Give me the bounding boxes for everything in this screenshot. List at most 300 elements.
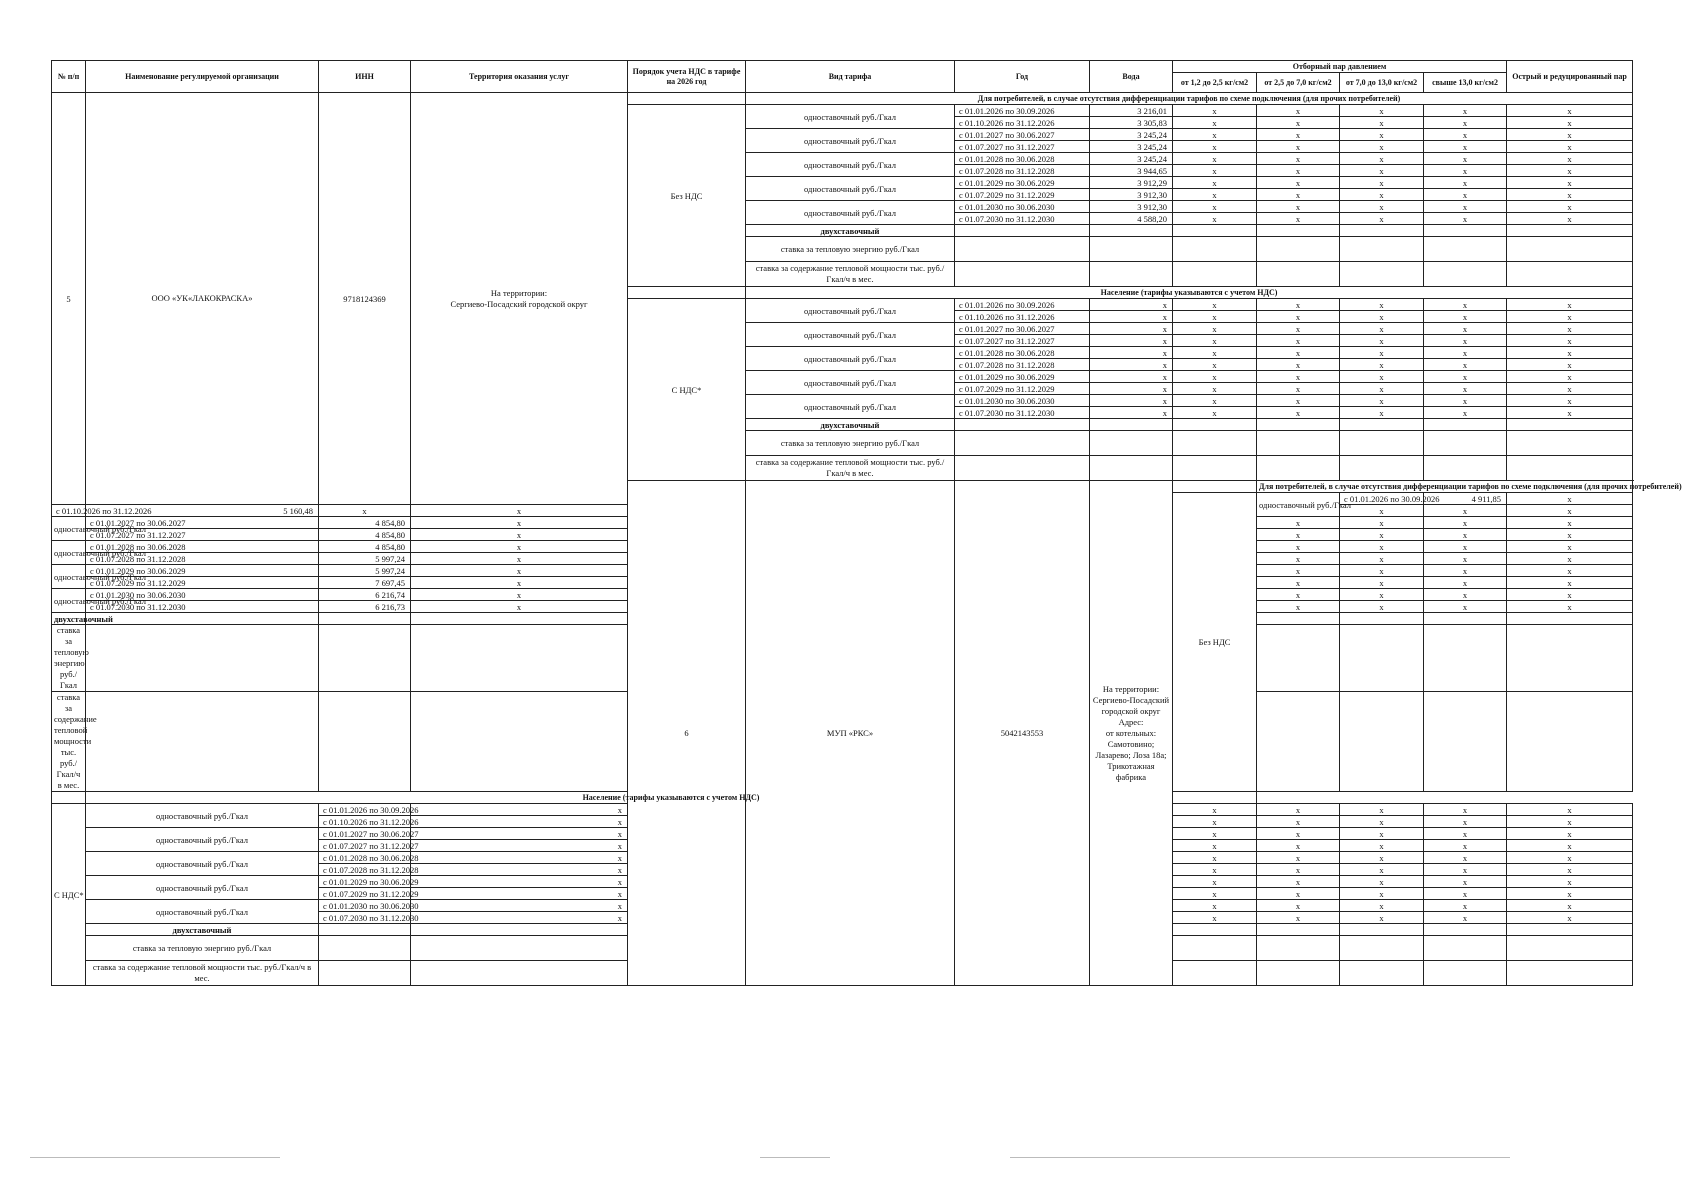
steam-value: х (1257, 517, 1340, 529)
steam-value: х (1173, 371, 1257, 383)
period-cell: с 01.01.2028 по 30.06.2028 (319, 852, 411, 864)
empty-cell (1424, 692, 1507, 792)
steam-value: х (1424, 129, 1507, 141)
tariff-type-one-part: одноставочный руб./Гкал (746, 153, 955, 177)
period-cell: с 01.01.2028 по 30.06.2028 (86, 541, 319, 553)
tariff-type-one-part: одноставочный руб./Гкал (746, 201, 955, 225)
steam-value: х (1173, 852, 1257, 864)
tariff-type-one-part: одноставочный руб./Гкал (746, 299, 955, 323)
steam-value: х (1257, 323, 1340, 335)
org-number: 6 (628, 481, 746, 986)
steam-value: х (1507, 129, 1633, 141)
steam-value: х (1340, 359, 1424, 371)
period-cell: с 01.07.2030 по 31.12.2030 (955, 213, 1090, 225)
steam-value: х (1340, 601, 1424, 613)
period-cell: с 01.01.2029 по 30.06.2029 (955, 177, 1090, 189)
empty-cell (1507, 419, 1633, 431)
steam-value: х (411, 565, 628, 577)
water-value: х (411, 876, 628, 888)
steam-value: х (1257, 840, 1340, 852)
steam-value: х (1507, 589, 1633, 601)
steam-value: х (1507, 816, 1633, 828)
water-value: х (411, 912, 628, 924)
steam-value: х (1507, 141, 1633, 153)
steam-value: х (1257, 601, 1340, 613)
steam-value: х (1507, 577, 1633, 589)
tariff-type-two-part: двухставочный (746, 225, 955, 237)
empty-cell (1257, 262, 1340, 287)
empty-cell (1507, 613, 1633, 625)
steam-value: х (1507, 347, 1633, 359)
org-inn: 9718124369 (319, 93, 411, 505)
steam-value: х (1257, 828, 1340, 840)
water-value: х (1090, 347, 1173, 359)
steam-value: х (411, 505, 628, 517)
steam-value: х (1424, 577, 1507, 589)
empty-cell (1507, 237, 1633, 262)
empty-cell (1507, 692, 1633, 792)
steam-value: х (1173, 165, 1257, 177)
water-value: х (411, 852, 628, 864)
vat-order-cell: Без НДС (1173, 493, 1257, 792)
steam-value: х (1173, 900, 1257, 912)
empty-cell (1424, 431, 1507, 456)
water-value: 5 997,24 (319, 553, 411, 565)
empty-cell (1257, 419, 1340, 431)
steam-value: х (1257, 589, 1340, 601)
empty-cell (319, 936, 411, 961)
header-steam-col: от 1,2 до 2,5 кг/см2 (1173, 73, 1257, 93)
steam-value: х (1507, 177, 1633, 189)
steam-value: х (411, 529, 628, 541)
steam-value: х (1424, 529, 1507, 541)
steam-value: х (1257, 165, 1340, 177)
period-cell: с 01.01.2029 по 30.06.2029 (86, 565, 319, 577)
steam-value: х (1424, 105, 1507, 117)
steam-value: х (1340, 347, 1424, 359)
steam-value: х (1173, 201, 1257, 213)
water-value: х (411, 864, 628, 876)
tariff-type-one-part: одноставочный руб./Гкал (746, 177, 955, 201)
steam-value: х (1424, 876, 1507, 888)
steam-value: х (1424, 153, 1507, 165)
steam-value: х (1257, 141, 1340, 153)
capacity-rate-label: ставка за содержание тепловой мощности тыс. руб./Гкал/ч в мес. (746, 262, 955, 287)
steam-value: х (1340, 517, 1424, 529)
empty-cell (86, 625, 319, 692)
steam-value: х (1340, 840, 1424, 852)
water-value: 3 912,30 (1090, 189, 1173, 201)
steam-value: х (1507, 189, 1633, 201)
empty-cell (1424, 262, 1507, 287)
steam-value: х (1257, 347, 1340, 359)
steam-value: х (1424, 371, 1507, 383)
period-cell: с 01.01.2026 по 30.09.2026 (1340, 493, 1424, 505)
empty-cell (1257, 936, 1340, 961)
water-value: 4 854,80 (319, 517, 411, 529)
water-value: 7 697,45 (319, 577, 411, 589)
scan-artifact-line (1010, 1157, 1510, 1158)
steam-value: х (1257, 541, 1340, 553)
tariff-type-two-part: двухставочный (86, 924, 319, 936)
header-territory: Территория оказания услуг (411, 61, 628, 93)
water-value: х (1090, 383, 1173, 395)
steam-value: х (1507, 553, 1633, 565)
empty-cell (1507, 262, 1633, 287)
steam-value: х (1173, 153, 1257, 165)
steam-value: х (1507, 213, 1633, 225)
empty-cell (1507, 456, 1633, 481)
steam-value: х (1507, 117, 1633, 129)
empty-cell (1340, 936, 1424, 961)
steam-value: х (1340, 553, 1424, 565)
steam-value: х (1507, 395, 1633, 407)
steam-value: х (1257, 395, 1340, 407)
steam-value: х (1424, 177, 1507, 189)
steam-value: х (1257, 553, 1340, 565)
period-cell: с 01.01.2026 по 30.09.2026 (955, 299, 1090, 311)
empty-cell (1257, 961, 1340, 986)
empty-cell (955, 225, 1090, 237)
water-value: х (1090, 335, 1173, 347)
empty-cell (1424, 237, 1507, 262)
steam-value: х (1340, 876, 1424, 888)
steam-value: х (1257, 105, 1340, 117)
period-cell: с 01.07.2028 по 31.12.2028 (319, 864, 411, 876)
steam-value: х (1424, 347, 1507, 359)
period-cell: с 01.07.2028 по 31.12.2028 (86, 553, 319, 565)
period-cell: с 01.10.2026 по 31.12.2026 (52, 505, 86, 517)
water-value: х (411, 816, 628, 828)
steam-value: х (1340, 541, 1424, 553)
steam-value: х (1257, 816, 1340, 828)
steam-value: х (1173, 105, 1257, 117)
empty-cell (86, 692, 319, 792)
empty-cell (1090, 237, 1173, 262)
org-territory: На территории: Сергиево-Посадский городской округ (411, 93, 628, 505)
empty-cell (1257, 692, 1340, 792)
header-steam-group: Отборный пар давлением (1173, 61, 1507, 73)
org-name: ООО «УК«ЛАКОКРАСКА» (86, 93, 319, 505)
steam-value: х (1424, 395, 1507, 407)
empty-cell (1507, 936, 1633, 961)
steam-value: х (1507, 541, 1633, 553)
empty-cell (411, 961, 628, 986)
steam-value: х (1340, 201, 1424, 213)
org-name: МУП «РКС» (746, 481, 955, 986)
water-value: 6 216,73 (319, 601, 411, 613)
empty-cell (1173, 961, 1257, 986)
water-value: х (1090, 299, 1173, 311)
capacity-rate-label: ставка за содержание тепловой мощности тыс. руб./Гкал/ч в мес. (746, 456, 955, 481)
steam-value: х (1340, 852, 1424, 864)
water-value: х (411, 804, 628, 816)
empty-cell (628, 93, 746, 105)
steam-value: х (1340, 395, 1424, 407)
steam-value: х (1507, 888, 1633, 900)
water-value: х (411, 900, 628, 912)
period-cell: с 01.01.2028 по 30.06.2028 (955, 347, 1090, 359)
empty-cell (1340, 262, 1424, 287)
steam-value: х (1340, 383, 1424, 395)
energy-rate-label: ставка за тепловую энергию руб./Гкал (746, 237, 955, 262)
empty-cell (1424, 456, 1507, 481)
tariff-type-one-part: одноставочный руб./Гкал (86, 828, 319, 852)
steam-value: х (1424, 359, 1507, 371)
steam-value: х (1257, 900, 1340, 912)
water-value: 6 216,74 (319, 589, 411, 601)
steam-value: х (1257, 201, 1340, 213)
steam-value: х (1424, 553, 1507, 565)
vat-order-cell: С НДС* (52, 804, 86, 986)
steam-value: х (1257, 565, 1340, 577)
period-cell: с 01.07.2029 по 31.12.2029 (955, 383, 1090, 395)
steam-value: х (1340, 299, 1424, 311)
steam-value: х (1340, 900, 1424, 912)
steam-value: х (1340, 189, 1424, 201)
empty-cell (955, 262, 1090, 287)
empty-cell (1340, 456, 1424, 481)
empty-cell (1173, 225, 1257, 237)
water-value: 3 245,24 (1090, 129, 1173, 141)
steam-value: х (1507, 153, 1633, 165)
steam-value: х (1257, 371, 1340, 383)
empty-cell (86, 613, 319, 625)
steam-value: х (1424, 816, 1507, 828)
org-block-start (52, 93, 1633, 105)
period-cell: с 01.07.2030 по 31.12.2030 (86, 601, 319, 613)
empty-cell (1340, 419, 1424, 431)
water-value: 3 912,30 (1090, 201, 1173, 213)
water-value: 3 245,24 (1090, 141, 1173, 153)
empty-cell (319, 625, 411, 692)
empty-cell (1090, 225, 1173, 237)
period-cell: с 01.10.2026 по 31.12.2026 (955, 311, 1090, 323)
empty-cell (1257, 237, 1340, 262)
water-value: х (411, 828, 628, 840)
empty-cell (1340, 613, 1424, 625)
empty-cell (319, 692, 411, 792)
empty-cell (1340, 692, 1424, 792)
capacity-rate-label: ставка за содержание тепловой мощности тыс. руб./Гкал/ч в мес. (86, 961, 319, 986)
steam-value: х (411, 589, 628, 601)
capacity-rate-label: ставка за содержание тепловой мощности тыс. руб./Гкал/ч в мес. (52, 692, 86, 792)
steam-value: х (1507, 165, 1633, 177)
empty-cell (52, 792, 86, 804)
steam-value: х (1257, 117, 1340, 129)
empty-cell (628, 287, 746, 299)
water-value: 4 854,80 (319, 541, 411, 553)
steam-value: х (1340, 407, 1424, 419)
section-header-row: Для потребителей, в случае отсутствия дифференциации тарифов по схеме подключения (для прочих потребителей) (746, 93, 1633, 105)
water-value: 3 944,65 (1090, 165, 1173, 177)
period-cell: с 01.07.2027 по 31.12.2027 (319, 840, 411, 852)
vat-order-cell: С НДС* (628, 299, 746, 481)
steam-value: х (1424, 601, 1507, 613)
steam-value: х (1340, 129, 1424, 141)
steam-value: х (1507, 912, 1633, 924)
period-cell: с 01.07.2030 по 31.12.2030 (955, 407, 1090, 419)
steam-value: х (1424, 311, 1507, 323)
steam-value: х (1257, 153, 1340, 165)
water-value: х (1090, 407, 1173, 419)
header-sharp-steam: Острый и редуцированный пар (1507, 61, 1633, 93)
steam-value: х (1507, 335, 1633, 347)
steam-value: х (1424, 141, 1507, 153)
water-value: 3 305,83 (1090, 117, 1173, 129)
steam-value: х (1340, 141, 1424, 153)
period-cell: с 01.01.2027 по 30.06.2027 (319, 828, 411, 840)
steam-value: х (1340, 165, 1424, 177)
steam-value: х (1507, 864, 1633, 876)
water-value: 3 912,29 (1090, 177, 1173, 189)
steam-value: х (1507, 105, 1633, 117)
header-year: Год (955, 61, 1090, 93)
steam-value: х (1424, 840, 1507, 852)
empty-cell (1507, 625, 1633, 692)
steam-value: х (1257, 311, 1340, 323)
steam-value: х (319, 505, 411, 517)
water-value: х (1090, 359, 1173, 371)
water-value: 5 160,48 (86, 505, 319, 517)
org-territory: На территории: Сергиево-Посадский городской округ Адрес: от котельных: Самотовино; Лазарево; Лоза 18а; Трикотажная фабрика (1090, 481, 1173, 986)
empty-cell (1257, 431, 1340, 456)
steam-value: х (1340, 311, 1424, 323)
period-cell: с 01.07.2029 по 31.12.2029 (319, 888, 411, 900)
empty-cell (1173, 456, 1257, 481)
steam-value: х (1424, 117, 1507, 129)
steam-value: х (1173, 141, 1257, 153)
steam-value: х (1507, 493, 1633, 505)
empty-cell (1173, 237, 1257, 262)
steam-value: х (1340, 105, 1424, 117)
empty-cell (1173, 481, 1257, 493)
steam-value: х (1424, 323, 1507, 335)
header-steam-col: свыше 13,0 кг/см2 (1424, 73, 1507, 93)
period-cell: с 01.07.2027 по 31.12.2027 (955, 141, 1090, 153)
steam-value: х (1257, 359, 1340, 371)
period-cell: с 01.01.2028 по 30.06.2028 (955, 153, 1090, 165)
tariff-type-one-part: одноставочный руб./Гкал (746, 347, 955, 371)
header-inn: ИНН (319, 61, 411, 93)
tariff-type-one-part: одноставочный руб./Гкал (86, 876, 319, 900)
empty-cell (411, 936, 628, 961)
empty-cell (1090, 419, 1173, 431)
steam-value: х (1173, 383, 1257, 395)
table-body (52, 93, 1682, 986)
water-value: х (1090, 311, 1173, 323)
header-steam-col: от 7,0 до 13,0 кг/см2 (1340, 73, 1424, 93)
steam-value: х (1424, 165, 1507, 177)
steam-value: х (1340, 117, 1424, 129)
empty-cell (1173, 262, 1257, 287)
steam-value: х (1173, 864, 1257, 876)
tariff-type-one-part: одноставочный руб./Гкал (52, 517, 86, 541)
steam-value: х (1173, 213, 1257, 225)
header-water: Вода (1090, 61, 1173, 93)
steam-value: х (1507, 323, 1633, 335)
steam-value: х (1507, 371, 1633, 383)
water-value: 4 588,20 (1090, 213, 1173, 225)
steam-value: х (1257, 213, 1340, 225)
tariff-type-one-part: одноставочный руб./Гкал (52, 541, 86, 565)
tariff-type-one-part: одноставочный руб./Гкал (86, 804, 319, 828)
org-inn: 5042143553 (955, 481, 1090, 986)
empty-cell (1090, 431, 1173, 456)
steam-value: х (1424, 335, 1507, 347)
empty-cell (1257, 613, 1340, 625)
steam-value: х (1424, 383, 1507, 395)
period-cell: с 01.01.2027 по 30.06.2027 (955, 323, 1090, 335)
steam-value: х (1507, 529, 1633, 541)
period-cell: с 01.10.2026 по 31.12.2026 (955, 117, 1090, 129)
period-cell: с 01.07.2029 по 31.12.2029 (86, 577, 319, 589)
steam-value: х (1173, 323, 1257, 335)
steam-value: х (1340, 589, 1424, 601)
energy-rate-label: ставка за тепловую энергию руб./Гкал (86, 936, 319, 961)
tariff-type-one-part: одноставочный руб./Гкал (52, 565, 86, 589)
table-header (52, 61, 1633, 93)
steam-value: х (1507, 601, 1633, 613)
water-value: х (1090, 371, 1173, 383)
steam-value: х (1257, 864, 1340, 876)
steam-value: х (1173, 840, 1257, 852)
empty-cell (1340, 961, 1424, 986)
tariff-type-one-part: одноставочный руб./Гкал (52, 589, 86, 613)
empty-cell (1340, 225, 1424, 237)
steam-value: х (1424, 828, 1507, 840)
period-cell: с 01.07.2028 по 31.12.2028 (955, 165, 1090, 177)
period-cell: с 01.01.2029 по 30.06.2029 (955, 371, 1090, 383)
steam-value: х (1257, 804, 1340, 816)
empty-cell (1257, 225, 1340, 237)
section-header-row: Население (тарифы указываются с учетом НДС) (86, 792, 1257, 804)
empty-cell (955, 456, 1090, 481)
steam-value: х (1340, 213, 1424, 225)
period-cell: с 01.10.2026 по 31.12.2026 (319, 816, 411, 828)
empty-cell (1424, 419, 1507, 431)
steam-value: х (1257, 407, 1340, 419)
header-tariff-type: Вид тарифа (746, 61, 955, 93)
steam-value: х (1424, 505, 1507, 517)
steam-value: х (1340, 864, 1424, 876)
tariff-type-one-part: одноставочный руб./Гкал (86, 900, 319, 924)
steam-value: х (1257, 129, 1340, 141)
steam-value: х (1507, 565, 1633, 577)
period-cell: с 01.01.2030 по 30.06.2030 (955, 201, 1090, 213)
tariff-type-one-part: одноставочный руб./Гкал (746, 129, 955, 153)
empty-cell (1257, 924, 1340, 936)
header-vat-order: Порядок учета НДС в тарифе на 2026 год (628, 61, 746, 93)
steam-value: х (1340, 577, 1424, 589)
empty-cell (1340, 924, 1424, 936)
steam-value: х (411, 541, 628, 553)
steam-value: х (1340, 804, 1424, 816)
empty-cell (1173, 431, 1257, 456)
water-value: 3 245,24 (1090, 153, 1173, 165)
period-cell: с 01.01.2029 по 30.06.2029 (319, 876, 411, 888)
period-cell: с 01.01.2030 по 30.06.2030 (86, 589, 319, 601)
period-cell: с 01.07.2028 по 31.12.2028 (955, 359, 1090, 371)
period-cell: с 01.01.2027 по 30.06.2027 (955, 129, 1090, 141)
steam-value: х (1424, 900, 1507, 912)
steam-value: х (1257, 335, 1340, 347)
steam-value: х (1257, 529, 1340, 541)
steam-value: х (411, 577, 628, 589)
steam-value: х (1424, 407, 1507, 419)
steam-value: х (1424, 201, 1507, 213)
water-value: 4 911,85 (1424, 493, 1507, 505)
